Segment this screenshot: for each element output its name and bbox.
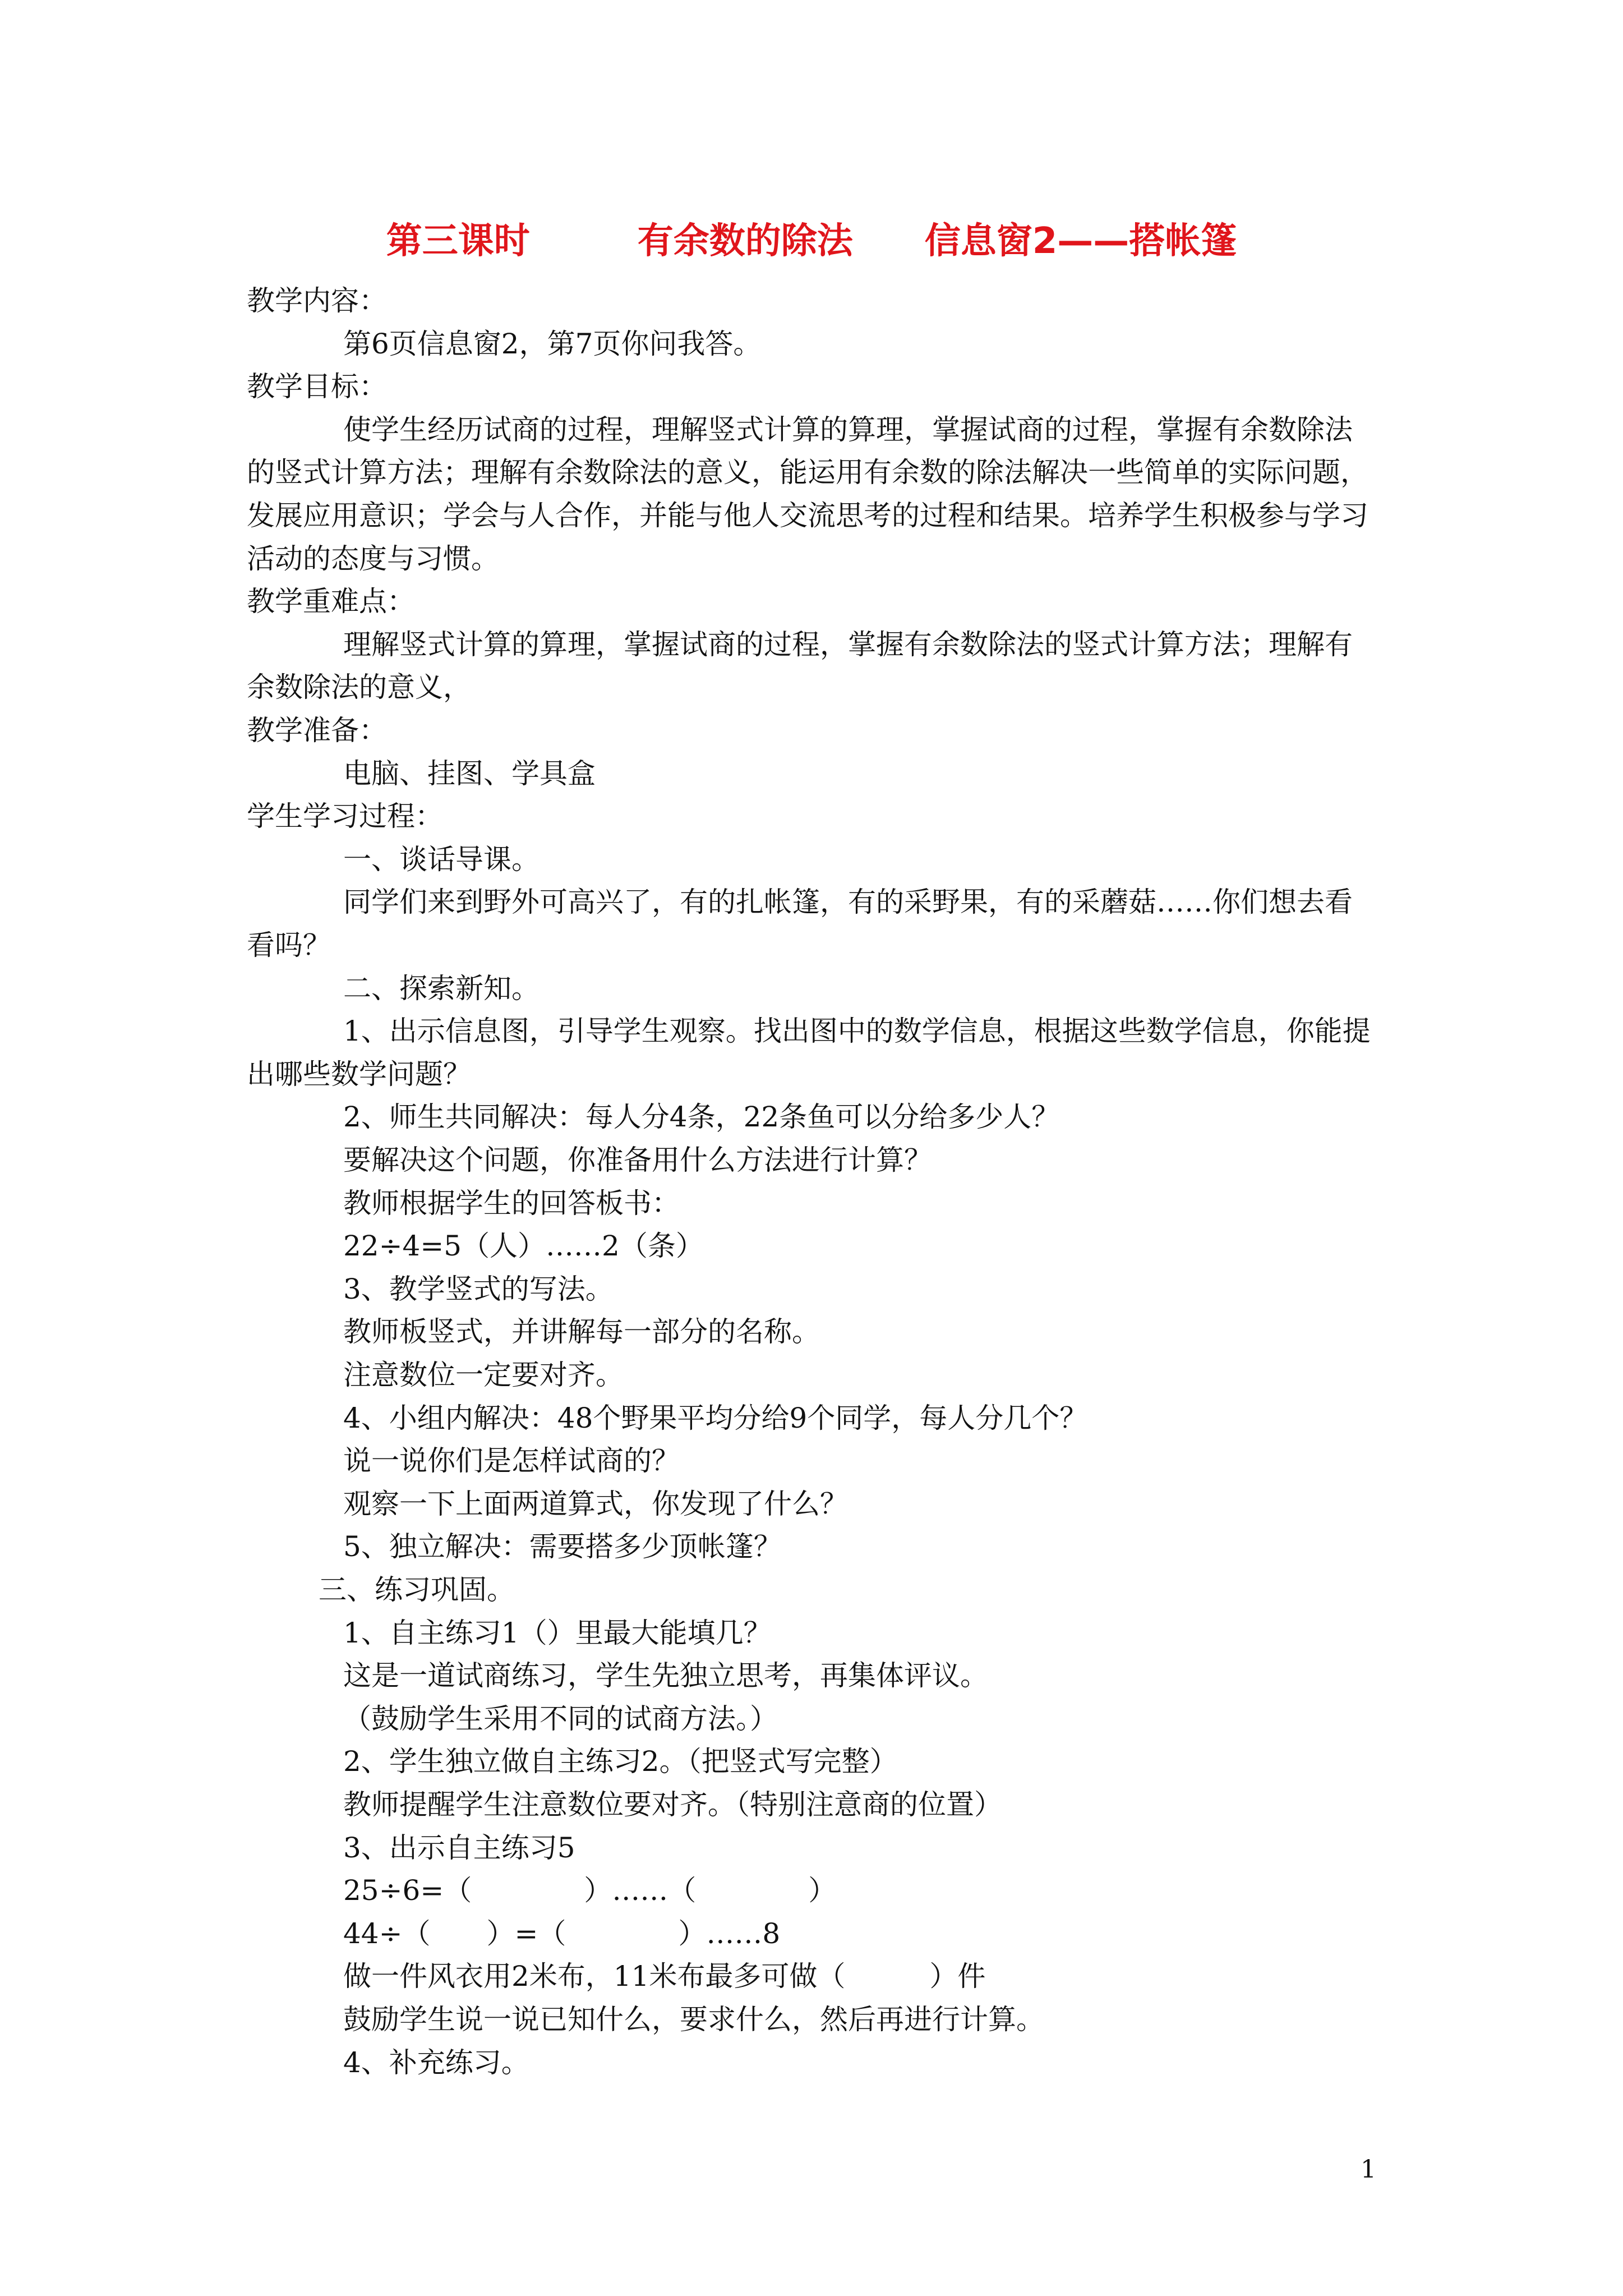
text-line: 5、独立解决：需要搭多少顶帐篷？ [343, 1530, 782, 1563]
text-line: 1、出示信息图，引导学生观察。找出图中的数学信息，根据这些数学信息，你能提 [343, 1015, 1371, 1048]
text-line: 一、谈话导课。 [343, 843, 540, 876]
text-line: 4、小组内解决：48个野果平均分给9个同学，每人分几个？ [343, 1401, 1088, 1434]
text-line: 说一说你们是怎样试商的？ [343, 1444, 680, 1478]
text-line: 3、出示自主练习5 [343, 1831, 575, 1864]
text-line: 2、师生共同解决：每人分4条，22条鱼可以分给多少人？ [343, 1101, 1060, 1134]
text-line: 3、教学竖式的写法。 [343, 1272, 614, 1305]
text-line: 第6页信息窗2，第7页你问我答。 [343, 327, 762, 360]
text-line: 教师提醒学生注意数位要对齐。（特别注意商的位置） [343, 1788, 1002, 1821]
text-line: 的竖式计算方法；理解有余数除法的意义，能运用有余数的除法解决一些简单的实际问题， [247, 456, 1368, 489]
text-line: 教学重难点： [247, 585, 415, 618]
text-line: 三、练习巩固。 [319, 1573, 515, 1606]
text-line: 教师板竖式，并讲解每一部分的名称。 [343, 1315, 820, 1349]
text-line: 4、补充练习。 [343, 2046, 529, 2079]
document-title: 第三课时 有余数的除法 信息窗2——搭帐篷 [386, 220, 1237, 262]
text-line: 使学生经历试商的过程，理解竖式计算的算理，掌握试商的过程，掌握有余数除法 [343, 413, 1353, 446]
text-line: （鼓励学生采用不同的试商方法。） [343, 1702, 778, 1735]
text-line: 22÷4=5（人）……2（条） [343, 1230, 704, 1263]
text-line: 电脑、挂图、学具盒 [343, 757, 596, 790]
text-line: 理解竖式计算的算理，掌握试商的过程，掌握有余数除法的竖式计算方法；理解有 [343, 628, 1353, 661]
text-line: 二、探索新知。 [343, 972, 540, 1005]
text-line: 看吗？ [247, 929, 331, 961]
text-line: 鼓励学生说一说已知什么，要求什么，然后再进行计算。 [343, 2003, 1044, 2036]
text-line: 25÷6=（ ）……（ ） [343, 1874, 837, 1907]
text-line: 发展应用意识；学会与人合作，并能与他人交流思考的过程和结果。培养学生积极参与学习 [247, 499, 1368, 532]
text-line: 出哪些数学问题？ [247, 1057, 471, 1091]
text-line: 教师根据学生的回答板书： [343, 1186, 680, 1220]
text-line: 活动的态度与习惯。 [247, 542, 499, 575]
text-line: 1、自主练习1（）里最大能填几？ [343, 1616, 772, 1649]
text-line: 要解决这个问题，你准备用什么方法进行计算？ [343, 1144, 932, 1176]
text-line: 教学内容： [247, 284, 387, 317]
text-line: 教学目标： [247, 370, 387, 403]
text-line: 同学们来到野外可高兴了，有的扎帐篷，有的采野果，有的采蘑菇……你们想去看 [343, 886, 1353, 919]
page-number: 1 [1361, 2155, 1376, 2184]
text-line: 这是一道试商练习，学生先独立思考，再集体评议。 [343, 1659, 988, 1692]
text-line: 观察一下上面两道算式，你发现了什么？ [343, 1487, 848, 1520]
text-line: 44÷（ ）=（ ）……8 [343, 1917, 781, 1950]
text-line: 2、学生独立做自主练习2。（把竖式写完整） [343, 1745, 898, 1778]
text-line: 学生学习过程： [247, 800, 443, 833]
text-line: 余数除法的意义， [247, 671, 471, 704]
text-line: 做一件风衣用2米布，11米布最多可做（ ）件 [343, 1960, 986, 1993]
text-line: 注意数位一定要对齐。 [343, 1359, 624, 1391]
text-line: 教学准备： [247, 714, 387, 747]
